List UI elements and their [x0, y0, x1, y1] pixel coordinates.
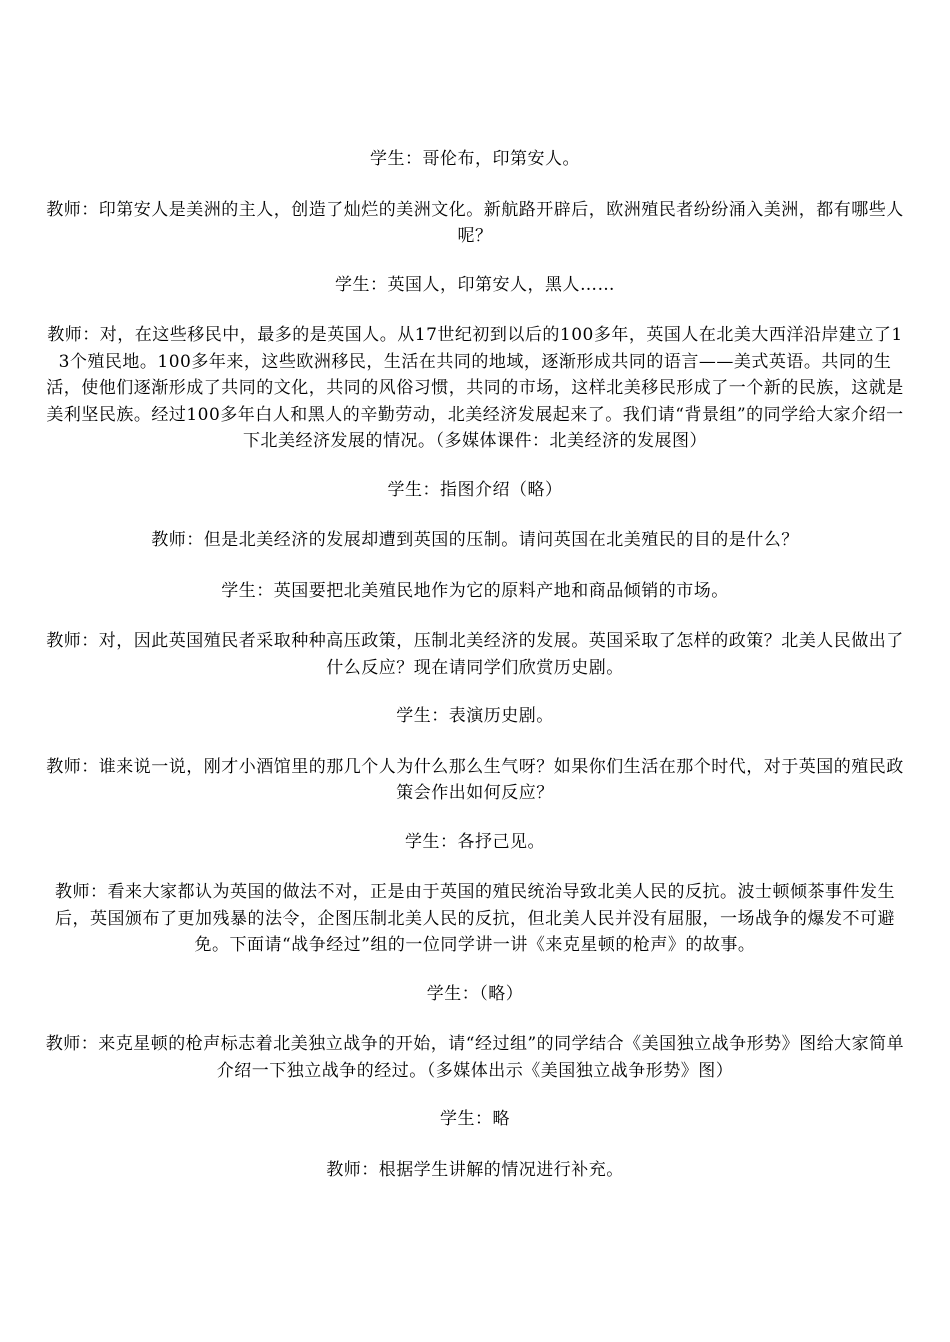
- dialogue-line-teacher: 教师：印第安人是美洲的主人，创造了灿烂的美洲文化。新航路开辟后，欧洲殖民者纷纷涌入美洲，都有哪些人呢？: [46, 199, 904, 246]
- dialogue-line-student: 学生：指图介绍（略）: [387, 479, 563, 500]
- dialogue-line-student: 学生：英国要把北美殖民地作为它的原料产地和商品倾销的市场。: [221, 580, 729, 601]
- dialogue-line-student: 学生：略: [440, 1109, 510, 1129]
- dialogue-line-teacher: 教师：但是北美经济的发展却遭到英国的压制。请问英国在北美殖民的目的是什么？: [151, 530, 799, 550]
- dialogue-line-student: 学生：（略）: [426, 983, 524, 1004]
- dialogue-line-teacher: 教师：根据学生讲解的情况进行补充。: [326, 1159, 624, 1180]
- dialogue-line-teacher: 教师：对，在这些移民中，最多的是英国人。从17世纪初到以后的100多年，英国人在北美大西洋沿岸建立了13个殖民地。100多年来，这些欧洲移民，生活在共同的地域，逐渐形成共同的语言——美式英语。共同的生活，使他们逐渐形成了共同的文化，共同的风俗习惯，共同的市场，这样北美移民形成了一个新的民族，这就是美利坚民族。经过100多年白人和黑人的辛勤劳动，北美经济发展起来了。我们请“背景组”的同学给大家介绍一下北美经济发展的情况。（多媒体课件：北美经济的发展图）: [46, 325, 904, 451]
- dialogue-line-teacher: 教师：谁来说一说，刚才小酒馆里的那几个人为什么那么生气呀？如果你们生活在那个时代，对于英国的殖民政策会作出如何反应？: [46, 756, 904, 803]
- dialogue-line-teacher: 教师：对，因此英国殖民者采取种种高压政策，压制北美经济的发展。英国采取了怎样的政策？北美人民做出了什么反应？现在请同学们欣赏历史剧。: [46, 631, 904, 678]
- dialogue-line-student: 学生：哥伦布，印第安人。: [370, 149, 580, 169]
- dialogue-line-student: 学生：表演历史剧。: [396, 706, 554, 726]
- dialogue-line-teacher: 教师：来克星顿的枪声标志着北美独立战争的开始，请“经过组”的同学结合《美国独立战争形势》图给大家简单介绍一下独立战争的经过。（多媒体出示《美国独立战争形势》图）: [45, 1034, 905, 1081]
- dialogue-line-student: 学生：各抒己见。: [405, 831, 545, 852]
- dialogue-line-teacher: 教师：看来大家都认为英国的做法不对，正是由于英国的殖民统治导致北美人民的反抗。波士顿倾茶事件发生后，英国颁布了更加残暴的法令，企图压制北美人民的反抗，但北美人民并没有屈服，一场战争的爆发不可避免。下面请“战争经过”组的一位同学讲一讲《来克星顿的枪声》的故事。: [55, 882, 895, 955]
- dialogue-line-student: 学生：英国人，印第安人，黑人……: [335, 274, 615, 295]
